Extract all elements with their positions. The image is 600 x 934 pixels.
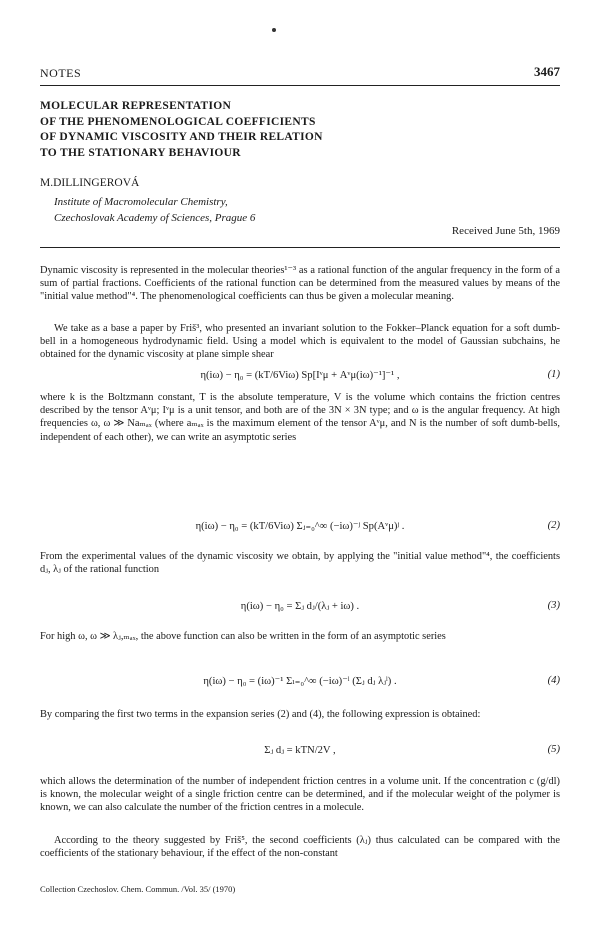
paragraph: We take as a base a paper by Friš³, who presented an invariant solution to the Fokker–Planck equation for a soft dumb-bell in a homogeneous hydrodynamic field. Using a model which is equivalent to the model of Gaussian subchains, he obtained for the dynamic viscosity at plane simple shear bbox=[40, 323, 560, 361]
paragraph: which allows the determination of the number of independent friction centres in a volume unit. If the concentration c (g/dl) is known, the molecular weight of a single friction centre can be determined, and if the molecular weight of the polymer is known, we can also calculate the number of the friction centres in a molecule. bbox=[40, 776, 560, 814]
paragraph: According to the theory suggested by Friš⁵, the second coefficients (λⱼ) thus calculated can be compared with the coefficients of the stationary behaviour, if the effect of the non-constant bbox=[40, 835, 560, 860]
paragraph: From the experimental values of the dynamic viscosity we obtain, by applying the "initial value method"⁴, the coefficients dⱼ, λⱼ of the rational function bbox=[40, 551, 560, 576]
title-line: OF THE PHENOMENOLOGICAL COEFFICIENTS bbox=[40, 115, 316, 128]
paragraph: For high ω, ω ≫ λⱼ,ₘₐₓ, the above function can also be written in the form of an asymptotic series bbox=[40, 631, 446, 642]
equation-number: (5) bbox=[547, 744, 560, 755]
received-date: Received June 5th, 1969 bbox=[451, 225, 560, 237]
equation bbox=[40, 675, 560, 693]
title-line: OF DYNAMIC VISCOSITY AND THEIR RELATION bbox=[40, 131, 323, 143]
journal-page bbox=[40, 0, 560, 934]
paragraph: where k is the Boltzmann constant, T is the absolute temperature, V is the volume which contains the friction centres described by the tensor Aᵛμ; Iᵛμ is a unit tensor, and both are of the 3N × 3N type; and ω is the angular frequency. At high frequencies ω, ω ≫ Naₘₐₓ (where aₘₐₓ is the maximum element of the tensor Aᵛμ, and N is the number of soft dumb-bells, independent of each other), we can write an asymptotic series bbox=[40, 392, 560, 443]
equation-body: Σⱼ dⱼ = kTN/2V , bbox=[264, 745, 336, 756]
equation-number: (4) bbox=[547, 675, 560, 686]
equation-body: η(iω) − η₀ = Σⱼ dⱼ/(λⱼ + iω) . bbox=[240, 601, 360, 612]
affiliation-line: Czechoslovak Academy of Sciences, Prague 6 bbox=[54, 212, 256, 224]
equation bbox=[40, 744, 560, 762]
equation bbox=[40, 369, 560, 387]
title-line: MOLECULAR REPRESENTATION bbox=[40, 100, 232, 112]
affiliation bbox=[54, 194, 255, 226]
title-rule bbox=[40, 247, 560, 248]
equation-number: (3) bbox=[547, 600, 560, 611]
author-name: M.DILLINGEROVÁ bbox=[40, 177, 140, 189]
affiliation-line: Institute of Macromolecular Chemistry, bbox=[54, 196, 228, 208]
running-header bbox=[40, 64, 560, 84]
header-rule bbox=[40, 85, 560, 86]
equation-number: (2) bbox=[547, 520, 560, 531]
equation-number: (1) bbox=[547, 369, 560, 380]
equation bbox=[40, 520, 560, 538]
equation-body: η(iω) − η₀ = (iω)⁻¹ Σₗ₌₀^∞ (−iω)⁻ˡ (Σⱼ dⱼ λⱼˡ) . bbox=[203, 676, 397, 687]
paragraph: By comparing the first two terms in the expansion series (2) and (4), the following expression is obtained: bbox=[40, 709, 481, 720]
journal-footer: Collection Czechoslov. Chem. Commun. /Vol. 35/ (1970) bbox=[40, 884, 236, 894]
section-label: NOTES bbox=[40, 66, 82, 80]
title-line: TO THE STATIONARY BEHAVIOUR bbox=[40, 146, 241, 159]
page-number: 3467 bbox=[534, 64, 560, 79]
equation-body: η(iω) − η₀ = (kT/6Viω) Sp[Iᵛμ + Aᵛμ(iω)⁻¹]⁻¹ , bbox=[200, 370, 400, 381]
equation bbox=[40, 600, 560, 618]
article-title bbox=[40, 99, 323, 161]
equation-body: η(iω) − η₀ = (kT/6Viω) Σⱼ₌₀^∞ (−iω)⁻ʲ Sp(Aᵛμ)ʲ . bbox=[195, 521, 405, 532]
paragraph: Dynamic viscosity is represented in the molecular theories¹⁻³ as a rational function of the angular frequency in the form of a sum of partial fractions. Coefficients of the rational function can be determined from the measured values by means of the "initial value method"⁴. The phenomenological coefficients can thus be given a molecular meaning. bbox=[40, 265, 560, 303]
